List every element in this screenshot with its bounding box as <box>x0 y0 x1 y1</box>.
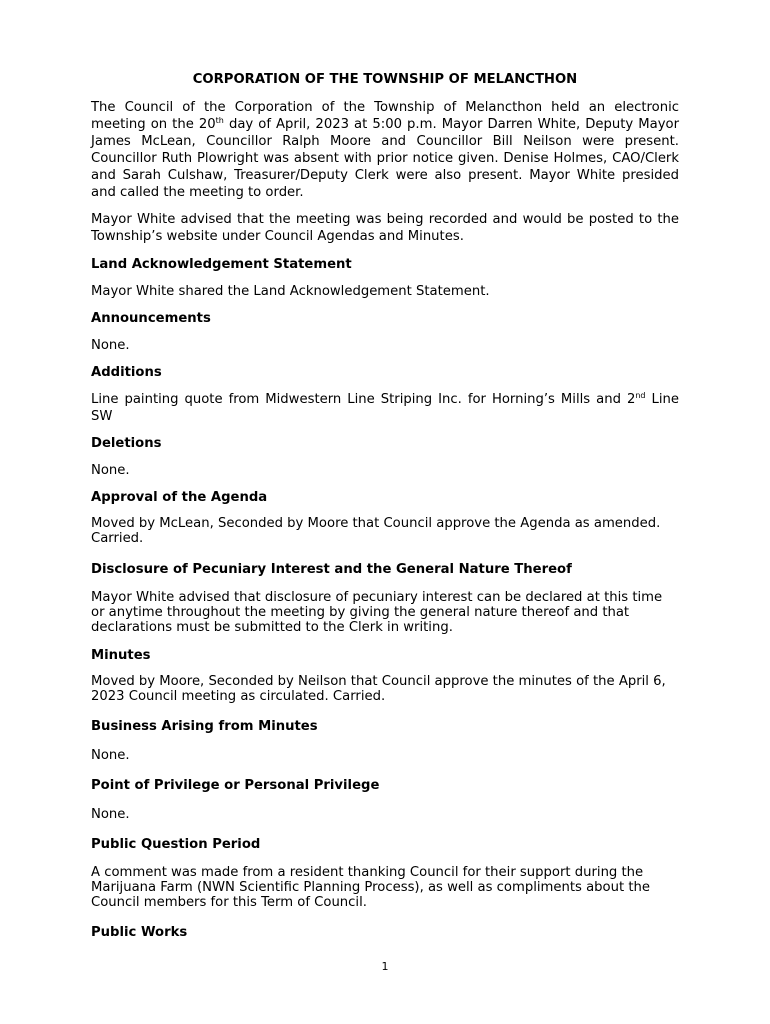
recording-note: Mayor White advised that the meeting was being recorded and would be posted to the Township’s website under Council Agendas and Minutes. <box>91 212 679 244</box>
heading-minutes: Minutes <box>91 648 151 663</box>
intro-paragraph: The Council of the Corporation of the Township of Melancthon held an electronic meeting on the 20th day of April, 2023 at 5:00 p.m. Mayor Darren White, Deputy Mayor James McLean, Councillor Ralph Moore and Councillor Bill Neilson were present. Councillor Ruth Plowright was absent with prior notice given. Denise Holmes, CAO/Clerk and Sarah Culshaw, Treasurer/Deputy Clerk were also present. Mayor White presided and called the meeting to order. <box>91 100 679 200</box>
heading-land-acknowledgement: Land Acknowledgement Statement <box>91 257 352 272</box>
agenda-motion-text: Moved by McLean, Seconded by Moore that Council approve the Agenda as amended. Carried. <box>91 516 661 546</box>
business-arising-text: None. <box>91 748 130 763</box>
heading-pecuniary-interest: Disclosure of Pecuniary Interest and the General Nature Thereof <box>91 562 572 577</box>
pecuniary-interest-text: Mayor White advised that disclosure of pecuniary interest can be declared at this time or anytime throughout the meeting by giving the general nature thereof and that declarations must be submitted to the Clerk in writing. <box>91 590 663 635</box>
announcements-text: None. <box>91 338 130 353</box>
heading-additions: Additions <box>91 365 162 380</box>
heading-point-of-privilege: Point of Privilege or Personal Privilege <box>91 778 380 793</box>
heading-approval-of-agenda: Approval of the Agenda <box>91 490 268 505</box>
deletions-text: None. <box>91 463 130 478</box>
heading-public-works: Public Works <box>91 925 188 940</box>
additions-text: Line painting quote from Midwestern Line Striping Inc. for Horning’s Mills and 2nd Line SW <box>91 391 679 424</box>
minutes-motion-text: Moved by Moore, Seconded by Neilson that Council approve the minutes of the April 6, 2023 Council meeting as circulated. Carried. <box>91 674 666 704</box>
heading-announcements: Announcements <box>91 311 211 326</box>
public-question-text: A comment was made from a resident thanking Council for their support during the Marijuana Farm (NWN Scientific Planning Process), as well as compliments about the Council members for this Term of Council. <box>91 865 650 910</box>
land-acknowledgement-text: Mayor White shared the Land Acknowledgement Statement. <box>91 284 490 299</box>
ordinal-suffix: th <box>215 116 224 125</box>
heading-deletions: Deletions <box>91 436 162 451</box>
page-number: 1 <box>381 960 389 973</box>
heading-business-arising: Business Arising from Minutes <box>91 719 318 734</box>
document-title: CORPORATION OF THE TOWNSHIP OF MELANCTHON <box>192 72 578 87</box>
point-of-privilege-text: None. <box>91 807 130 822</box>
ordinal-suffix: nd <box>635 391 646 400</box>
heading-public-question-period: Public Question Period <box>91 837 261 852</box>
